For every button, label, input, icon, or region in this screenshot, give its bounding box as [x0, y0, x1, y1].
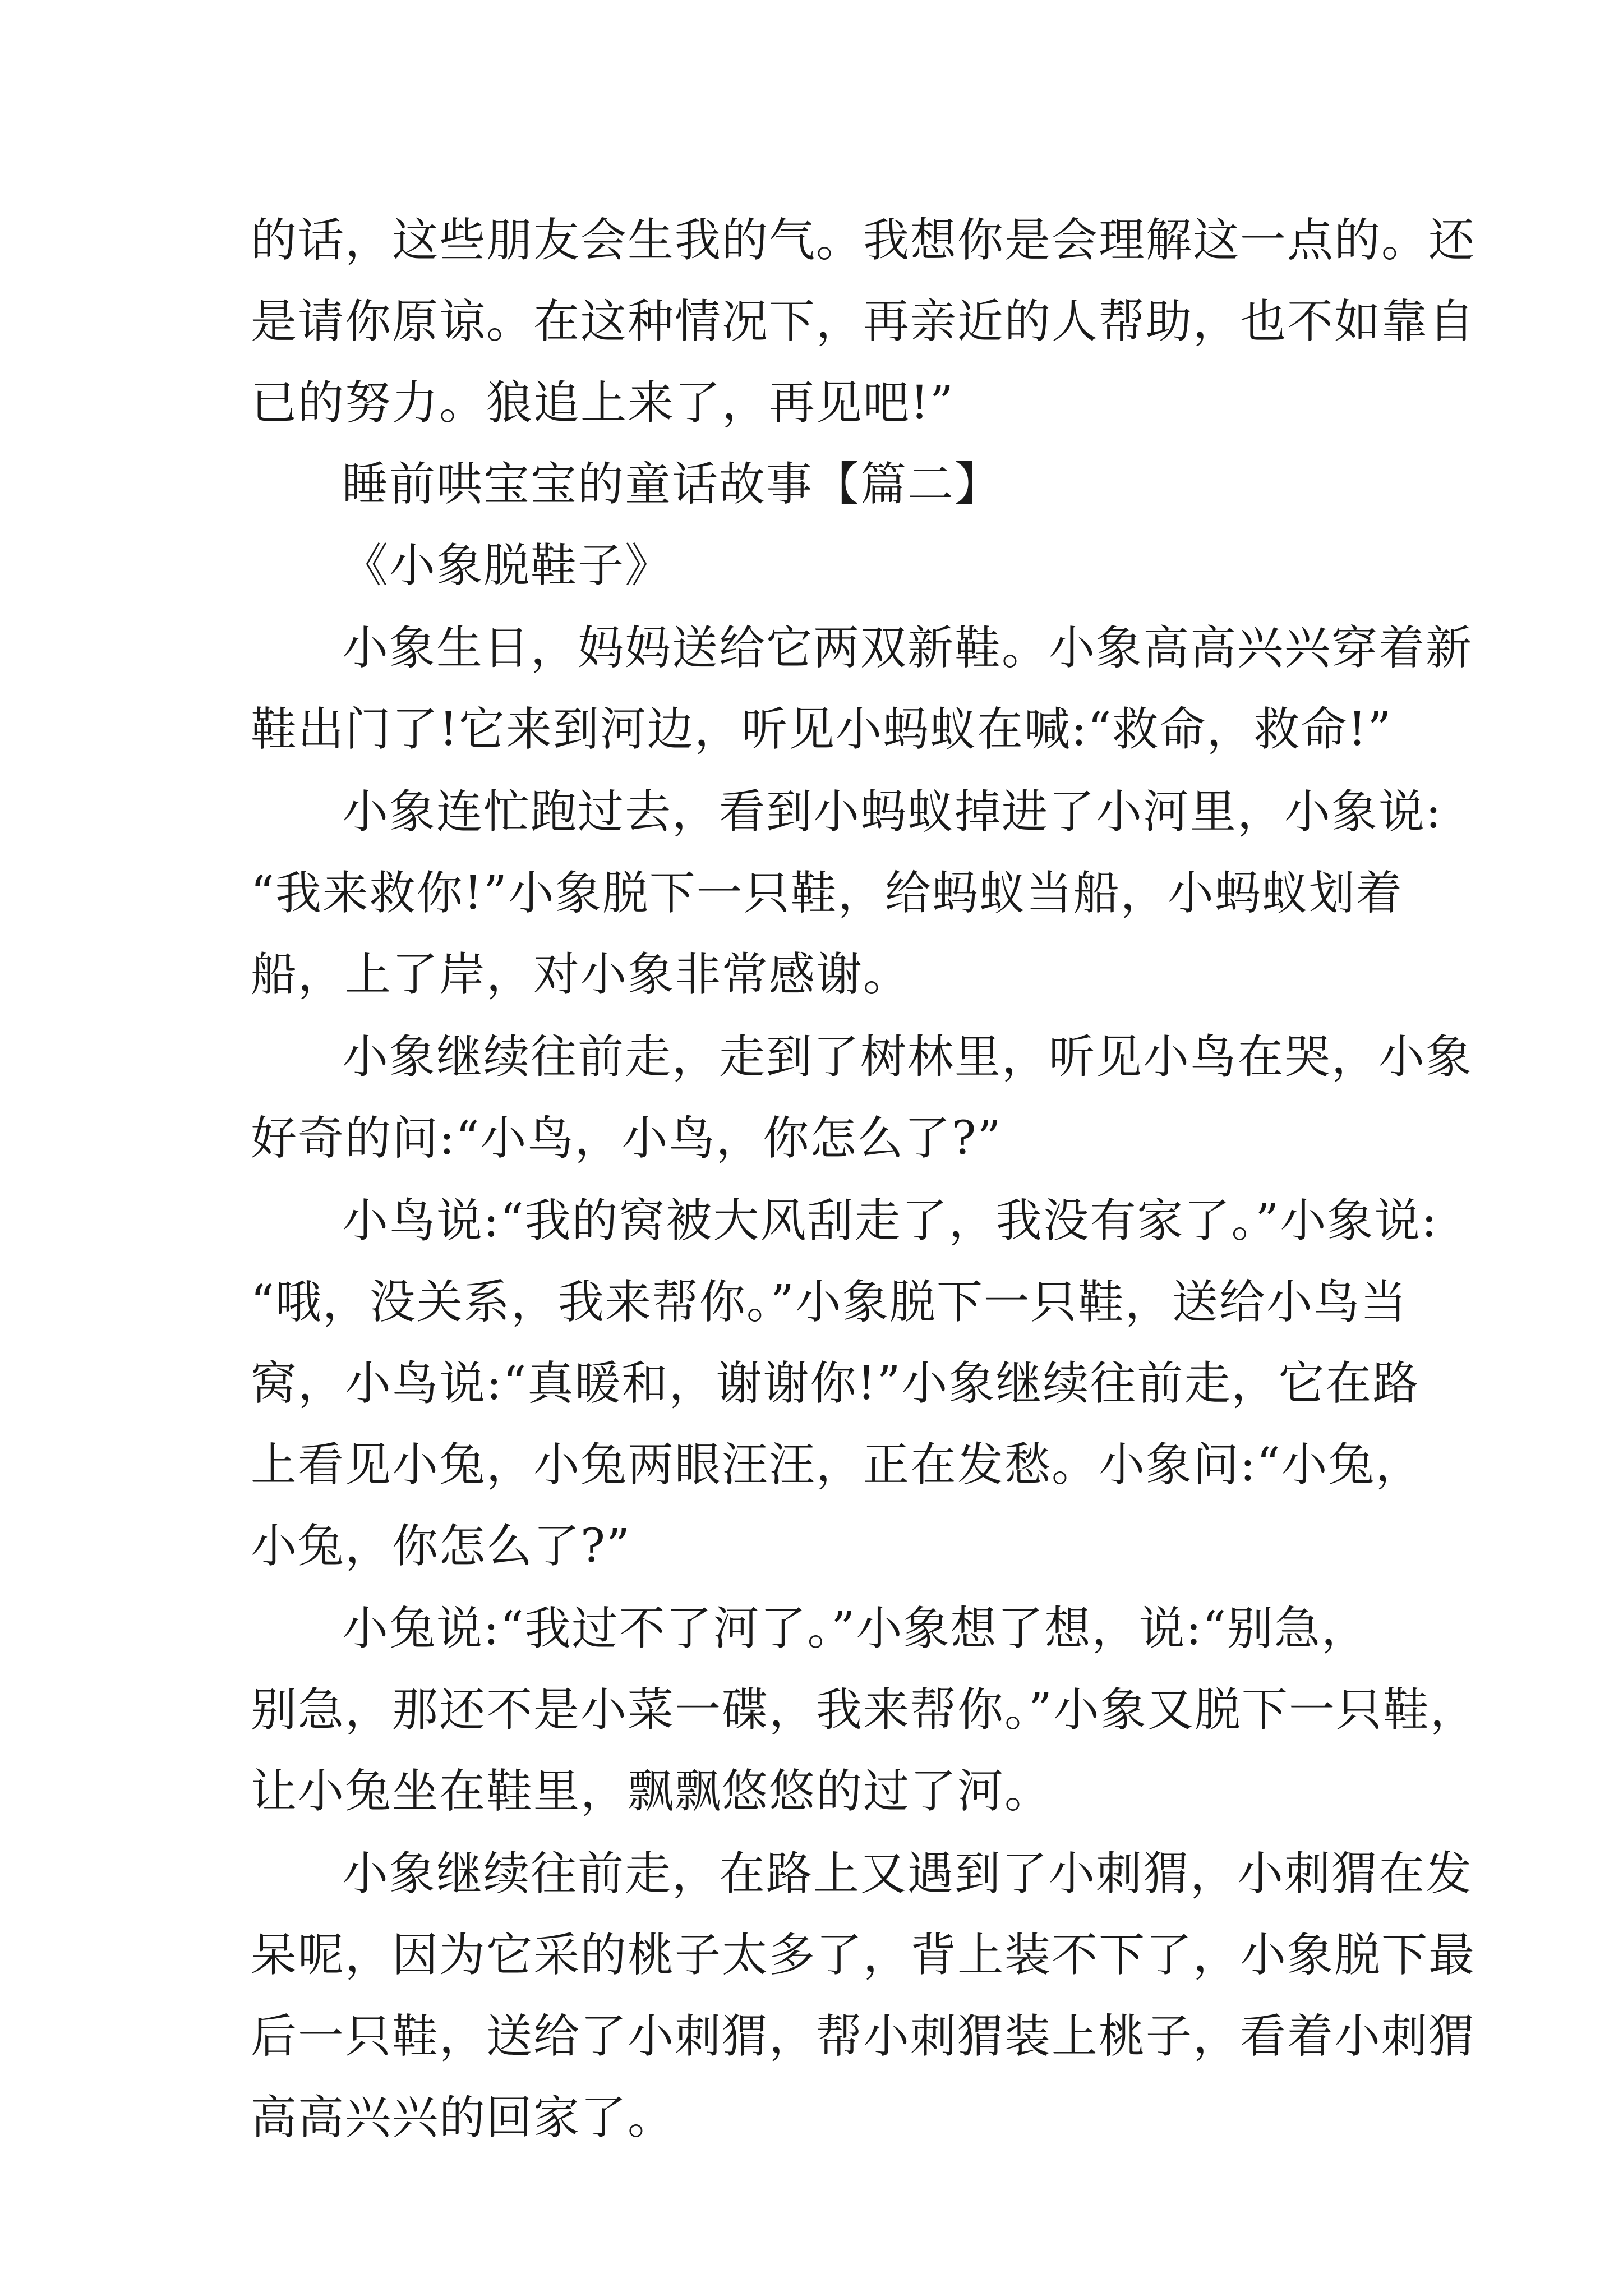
text-line: 呆呢，因为它采的桃子太多了，背上装不下了，小象脱下最	[251, 1929, 1476, 1982]
text-line: 已的努力。狼追上来了，再见吧!”	[251, 376, 955, 430]
paragraph-start: 小象生日，妈妈送给它两双新鞋。小象高高兴兴穿着新	[342, 622, 1473, 675]
paragraph-start: 小鸟说:“我的窝被大风刮走了，我没有家了。”小象说:	[342, 1194, 1438, 1248]
text-line: 船，上了岸，对小象非常感谢。	[251, 948, 911, 1001]
text-line: “哦，没关系，我来帮你。”小象脱下一只鞋，送给小鸟当	[251, 1276, 1408, 1329]
text-line: 小兔，你怎么了?”	[251, 1520, 631, 1573]
text-line: 是请你原谅。在这种情况下，再亲近的人帮助，也不如靠自	[251, 295, 1476, 348]
text-line: 好奇的问:“小鸟，小鸟，你怎么了?”	[251, 1112, 1002, 1165]
section-heading: 睡前哄宝宝的童话故事【篇二】	[342, 458, 1002, 511]
paragraph-start: 小兔说:“我过不了河了。”小象想了想，说:“别急，	[342, 1602, 1369, 1655]
text-line: 后一只鞋，送给了小刺猬，帮小刺猬装上桃子，看着小刺猬	[251, 2010, 1476, 2063]
paragraph-start: 小象继续往前走，走到了树林里，听见小鸟在哭，小象	[342, 1030, 1473, 1084]
text-line: 高高兴兴的回家了。	[251, 2091, 675, 2145]
text-line: 上看见小兔，小兔两眼汪汪，正在发愁。小象问:“小兔，	[251, 1438, 1423, 1492]
paragraph-start: 小象连忙跑过去，看到小蚂蚁掉进了小河里，小象说:	[342, 785, 1442, 839]
text-line: 让小兔坐在鞋里，飘飘悠悠的过了河。	[251, 1765, 1052, 1818]
text-line: 窝，小鸟说:“真暖和，谢谢你!”小象继续往前走，它在路	[251, 1357, 1420, 1410]
document-body	[251, 200, 1477, 2159]
text-line: “我来救你!”小象脱下一只鞋，给蚂蚁当船，小蚂蚁划着	[251, 867, 1403, 920]
text-line: 鞋出门了!它来到河边，听见小蚂蚁在喊:“救命，救命!”	[251, 703, 1393, 756]
text-line: 别急，那还不是小菜一碟，我来帮你。”小象又脱下一只鞋，	[251, 1683, 1477, 1737]
text-line: 的话，这些朋友会生我的气。我想你是会理解这一点的。还	[251, 214, 1476, 267]
story-title: 《小象脱鞋子》	[342, 539, 672, 592]
paragraph-start: 小象继续往前走，在路上又遇到了小刺猬，小刺猬在发	[342, 1847, 1473, 1901]
